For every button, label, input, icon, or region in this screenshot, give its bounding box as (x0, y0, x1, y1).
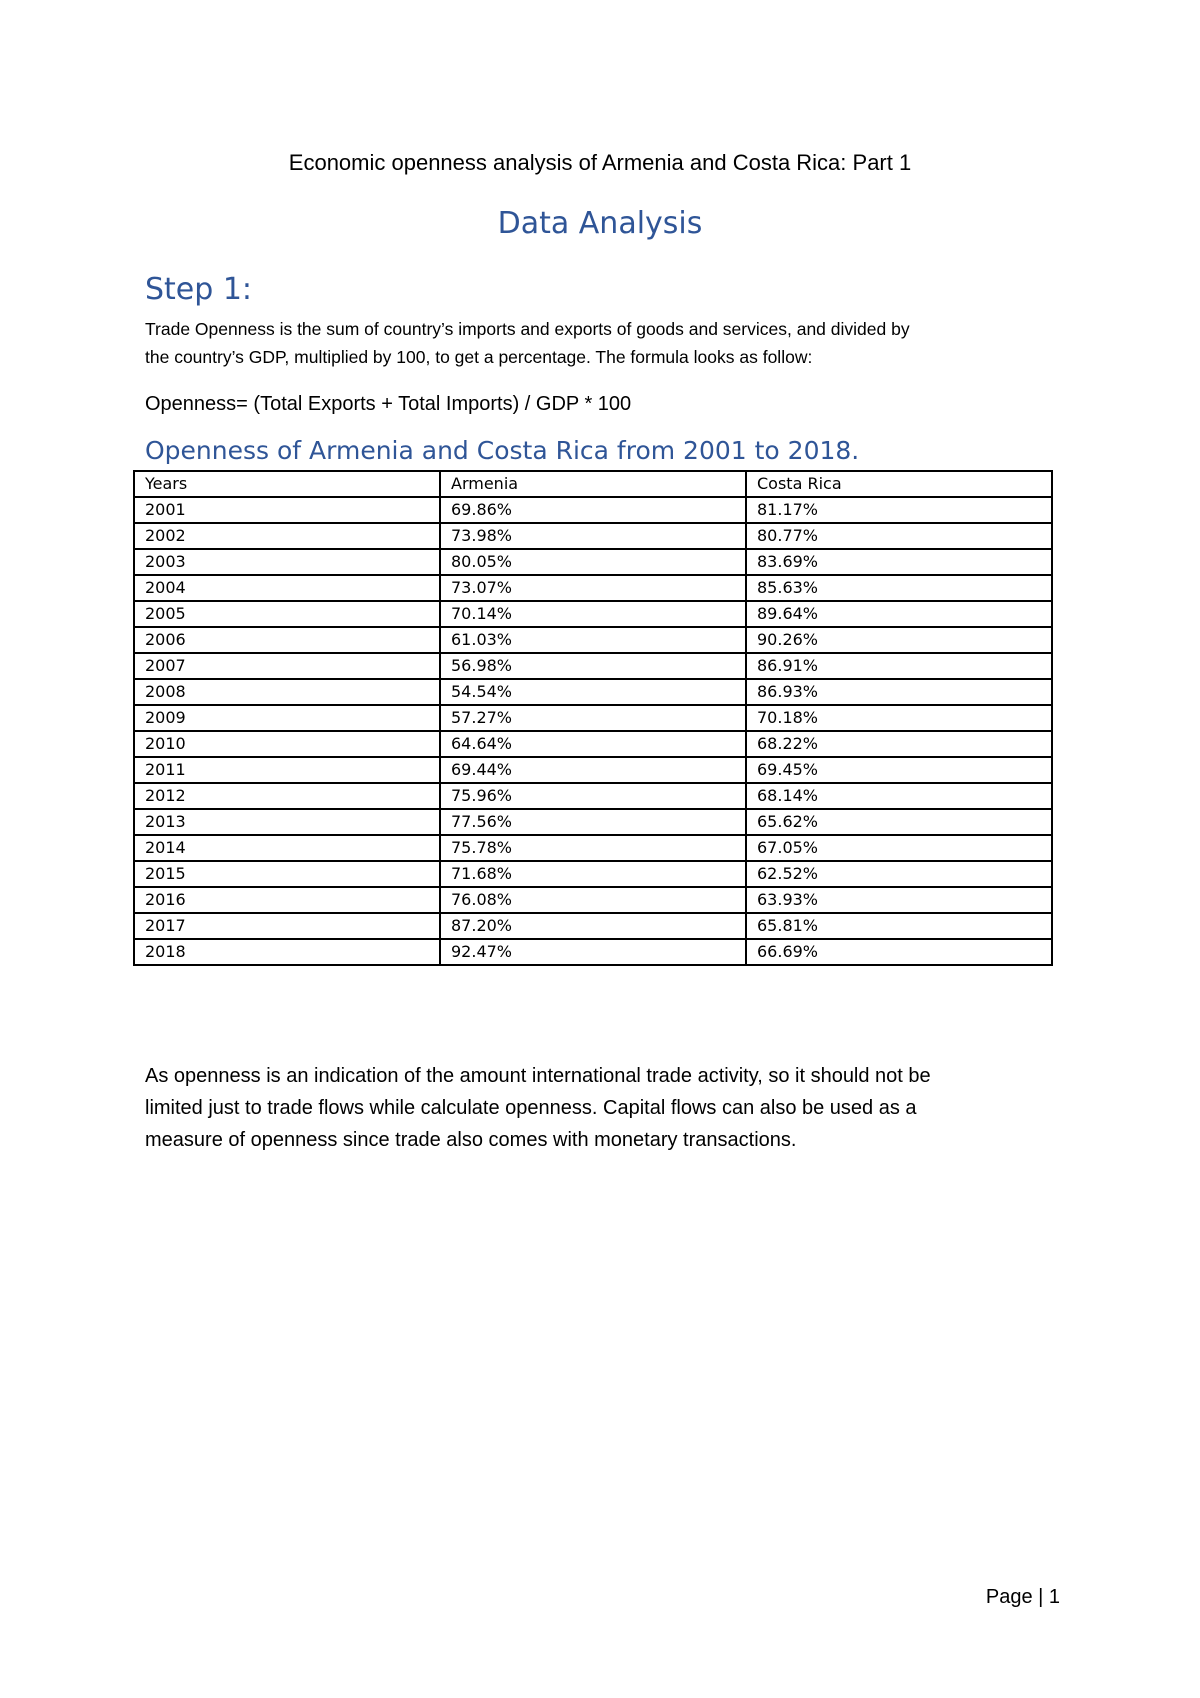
closing-line-3: measure of openness since trade also comes with monetary transactions. (145, 1129, 797, 1151)
table-row (134, 861, 1052, 887)
cell-year: 2010 (134, 731, 440, 757)
table-row (134, 783, 1052, 809)
cell-year: 2005 (134, 601, 440, 627)
cell-armenia: 54.54% (440, 679, 746, 705)
cell-armenia: 70.14% (440, 601, 746, 627)
cell-armenia: 56.98% (440, 653, 746, 679)
cell-costa-rica: 81.17% (746, 497, 1052, 523)
closing-line-2: limited just to trade flows while calculate openness. Capital flows can also be used as a (145, 1097, 917, 1119)
cell-costa-rica: 83.69% (746, 549, 1052, 575)
table-row (134, 913, 1052, 939)
cell-year: 2012 (134, 783, 440, 809)
cell-armenia: 92.47% (440, 939, 746, 965)
cell-armenia: 73.07% (440, 575, 746, 601)
document-title: Economic openness analysis of Armenia and Costa Rica: Part 1 (288, 150, 912, 175)
cell-costa-rica: 90.26% (746, 627, 1052, 653)
cell-costa-rica: 69.45% (746, 757, 1052, 783)
cell-costa-rica: 67.05% (746, 835, 1052, 861)
cell-armenia: 64.64% (440, 731, 746, 757)
cell-costa-rica: 86.91% (746, 653, 1052, 679)
cell-costa-rica: 68.14% (746, 783, 1052, 809)
cell-armenia: 75.78% (440, 835, 746, 861)
table-header-row (134, 471, 1052, 497)
closing-line-1: As openness is an indication of the amount international trade activity, so it should not be (145, 1065, 931, 1087)
table-row (134, 809, 1052, 835)
intro-paragraph (145, 315, 1055, 371)
table-row (134, 887, 1052, 913)
cell-costa-rica: 70.18% (746, 705, 1052, 731)
cell-year: 2007 (134, 653, 440, 679)
cell-costa-rica: 65.81% (746, 913, 1052, 939)
cell-year: 2016 (134, 887, 440, 913)
table-row (134, 601, 1052, 627)
cell-year: 2015 (134, 861, 440, 887)
closing-paragraph (145, 1060, 1075, 1156)
cell-armenia: 61.03% (440, 627, 746, 653)
cell-armenia: 69.44% (440, 757, 746, 783)
openness-table (133, 470, 1053, 966)
step-heading: Step 1: (145, 272, 253, 307)
section-heading: Data Analysis (497, 206, 703, 241)
table-row (134, 939, 1052, 965)
table-row (134, 653, 1052, 679)
cell-armenia: 57.27% (440, 705, 746, 731)
cell-costa-rica: 63.93% (746, 887, 1052, 913)
cell-costa-rica: 86.93% (746, 679, 1052, 705)
cell-year: 2011 (134, 757, 440, 783)
table-row (134, 627, 1052, 653)
table-row (134, 705, 1052, 731)
table-row (134, 835, 1052, 861)
cell-armenia: 87.20% (440, 913, 746, 939)
table-row (134, 679, 1052, 705)
cell-costa-rica: 85.63% (746, 575, 1052, 601)
cell-armenia: 71.68% (440, 861, 746, 887)
cell-year: 2001 (134, 497, 440, 523)
openness-formula: Openness= (Total Exports + Total Imports) / GDP * 100 (145, 393, 632, 415)
cell-costa-rica: 66.69% (746, 939, 1052, 965)
table-title: Openness of Armenia and Costa Rica from 2001 to 2018. (145, 436, 860, 465)
cell-costa-rica: 62.52% (746, 861, 1052, 887)
cell-armenia: 69.86% (440, 497, 746, 523)
cell-armenia: 76.08% (440, 887, 746, 913)
cell-year: 2002 (134, 523, 440, 549)
table-row (134, 549, 1052, 575)
cell-year: 2003 (134, 549, 440, 575)
table-body (134, 497, 1052, 965)
table-row (134, 575, 1052, 601)
header-years: Years (134, 471, 440, 497)
table-row (134, 757, 1052, 783)
header-armenia: Armenia (440, 471, 746, 497)
table-row (134, 731, 1052, 757)
table-row (134, 497, 1052, 523)
cell-year: 2006 (134, 627, 440, 653)
intro-line-1: Trade Openness is the sum of country’s imports and exports of goods and services, and divided by (145, 319, 910, 339)
cell-year: 2004 (134, 575, 440, 601)
cell-year: 2009 (134, 705, 440, 731)
cell-year: 2018 (134, 939, 440, 965)
cell-armenia: 77.56% (440, 809, 746, 835)
cell-year: 2013 (134, 809, 440, 835)
cell-year: 2014 (134, 835, 440, 861)
table-row (134, 523, 1052, 549)
cell-year: 2008 (134, 679, 440, 705)
cell-costa-rica: 80.77% (746, 523, 1052, 549)
cell-armenia: 75.96% (440, 783, 746, 809)
page-number: Page | 1 (985, 1586, 1060, 1608)
intro-line-2: the country’s GDP, multiplied by 100, to get a percentage. The formula looks as follow: (145, 347, 813, 367)
header-costa-rica: Costa Rica (746, 471, 1052, 497)
cell-armenia: 73.98% (440, 523, 746, 549)
cell-armenia: 80.05% (440, 549, 746, 575)
cell-costa-rica: 68.22% (746, 731, 1052, 757)
cell-costa-rica: 65.62% (746, 809, 1052, 835)
cell-year: 2017 (134, 913, 440, 939)
cell-costa-rica: 89.64% (746, 601, 1052, 627)
